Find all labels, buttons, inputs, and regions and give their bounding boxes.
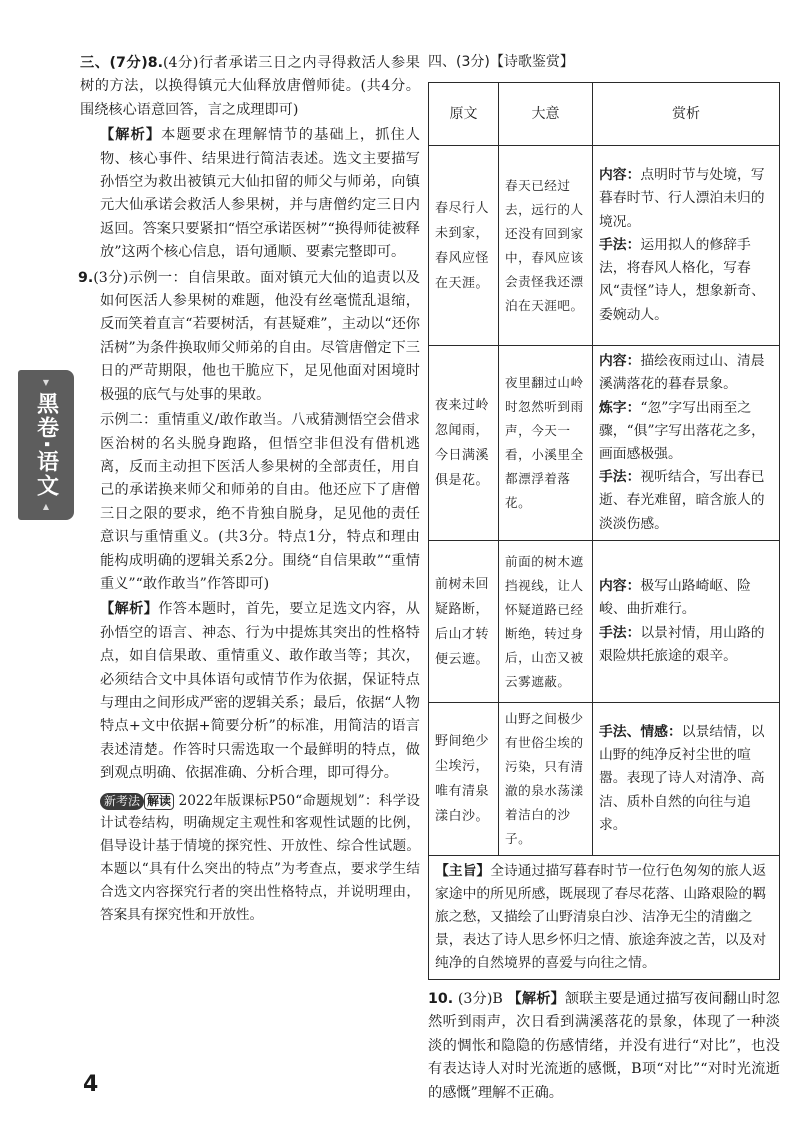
cell-original: 春尽行人未到家，春风应怪在天涯。 xyxy=(429,146,499,346)
q9-example1-text: (3分)示例一：自信果敢。面对镇元大仙的追责以及如何医活人参果树的难题，他没有丝毫慌乱退缩，反而笑着直言“若要树活，有甚疑难”，主动以“还你活树”为条件换取师父师弟的自由。尽管唐僧定下三日的严苛期限，他也干脆应下，足见他面对困境时极强的底气与处事的果敢。 xyxy=(93,269,420,403)
q10-answer xyxy=(428,988,780,1105)
q9-analysis-text: 作答本题时，首先，要立足选文内容，从孙悟空的语言、神态、行为中提炼其突出的性格特点，如自信果敢、重情重义、敢作敢当等；其次，必须结合文中具体语句或情节作为依据，保证特点与理由之间形成严密的逻辑关系；最后，依据“人物特点+文中依据+简要分析”的标准，用简洁的语言表述清楚。作答时只需选取一个最鲜明的特点，做到观点明确、依据准确、分析合理，即可得分。 xyxy=(100,601,420,782)
cell-meaning: 春天已经过去，远行的人还没有回到家中，春风应该会责怪我还漂泊在天涯吧。 xyxy=(499,146,593,346)
tag-word: 炼字： xyxy=(599,399,641,416)
theme-row xyxy=(429,856,780,980)
kaifa-text: 2022年版课标P50“命题规划”：科学设计试卷结构，明确规定主观性和客观性试题的比例，倡导设计基于情境的探究性、开放性、综合性试题。本题以“具有什么突出的特点”为考查点，要求学生结合选文内容探究行者的突出性格特点，并说明理由，答案具有探究性和开放性。 xyxy=(100,792,420,923)
section-4-title: 四、(3分)【诗歌鉴赏】 xyxy=(428,54,574,70)
q9-analysis xyxy=(80,598,420,785)
appr-text-1: 点明时节与处境，写暮春时节、行人漂泊未归的境况。 xyxy=(599,167,765,230)
q9-num: 9. xyxy=(78,269,94,286)
cell-original: 夜来过岭忽闻雨，今日满溪俱是花。 xyxy=(429,346,499,541)
q10-text: 颔联主要是通过描写夜间翻山时忽然听到雨声，次日看到满溪落花的景象，体现了一种淡淡的惆怅和隐隐的伤感情绪，并没有进行“对比”，也没有表达诗人对时光流逝的感慨，B项“对比”“对时光流逝的感慨”理解不正确。 xyxy=(428,991,780,1101)
tag-technique-emotion: 手法、情感： xyxy=(599,723,682,740)
theme-text: 全诗通过描写暮春时节一位行色匆匆的旅人返家途中的所见所感，既展现了春尽花落、山路艰险的羁旅之愁，又描绘了山野清泉白沙、洁净无尘的清幽之景，表达了诗人思乡怀归之情、旅途奔波之苦，以及对纯净的自然境界的喜爱与向往之情。 xyxy=(435,863,767,971)
header-meaning: 大意 xyxy=(499,83,593,146)
poem-table xyxy=(428,82,780,980)
appr-text-1: 以景结情，以山野的纯净反衬尘世的喧嚣。表现了诗人对清净、高洁、质朴自然的向往与追求。 xyxy=(599,723,765,833)
cell-original: 前树未回疑路断，后山才转便云遮。 xyxy=(429,541,499,703)
tag-content: 内容： xyxy=(599,578,641,595)
theme-tag: 【主旨】 xyxy=(435,863,491,879)
appr-text-3: 视听结合，写出春已逝、春光难留，暗含旅人的淡淡伤感。 xyxy=(599,469,765,532)
q9-example1 xyxy=(80,267,420,407)
cell-appreciation xyxy=(593,346,780,541)
header-appreciation: 赏析 xyxy=(593,83,780,146)
q8-analysis xyxy=(80,124,420,264)
side-tab xyxy=(18,370,74,520)
interpret-badge: 解读 xyxy=(144,793,174,810)
q8-analysis-text: 本题要求在理解情节的基础上，抓住人物、核心事件、结果进行简洁表述。选文主要描写孙悟空为救出被镇元大仙扣留的师父与师弟，向镇元大仙承诺会救活人参果树，并与唐僧约定三日内返回。答案只要紧扣“悟空承诺医树”“换得师徒被释放”这两个核心信息，语句通顺、要素完整即可。 xyxy=(100,127,420,261)
cell-meaning: 前面的树木遮挡视线，让人怀疑道路已经断绝，转过身后，山峦又被云雾遮蔽。 xyxy=(499,541,593,703)
q9-example2: 示例二：重情重义/敢作敢当。八戒猜测悟空会借求医治树的名头脱身跑路，但悟空非但没有借机逃离，反而主动担下医活人参果树的全部责任，用自己的承诺换来师父和师弟的自由。他还应下了唐僧三日之限的要求，绝不肯独自脱身，足见他的责任意识与重情重义。(共3分。特点1分，特点和理由能构成明确的逻辑关系2分。围绕“自信果敢”“重情重义”“敢作敢当”作答即可) xyxy=(100,412,420,592)
appr-text-2: 以景衬情，用山路的艰险烘托旅途的艰辛。 xyxy=(599,624,765,664)
page-number: 4 xyxy=(83,1072,99,1097)
q8-head: 三、(7分)8. xyxy=(80,55,163,71)
new-method-badge: 新考法 xyxy=(100,793,144,810)
cell-appreciation xyxy=(593,541,780,703)
q8-analysis-tag: 【解析】 xyxy=(100,127,162,144)
cell-original: 野间绝少尘埃污，唯有清泉漾白沙。 xyxy=(429,703,499,856)
appr-text-2: 运用拟人的修辞手法，将春风人格化，写春风“责怪”诗人，想象新奇、委婉动人。 xyxy=(599,236,765,323)
left-column xyxy=(80,52,420,926)
chevron-up-icon: ▲ xyxy=(42,502,50,512)
q9-analysis-tag: 【解析】 xyxy=(100,601,159,618)
cell-meaning: 山野之间极少有世俗尘埃的污染，只有清澈的泉水荡漾着洁白的沙子。 xyxy=(499,703,593,856)
q10-num: 10. xyxy=(428,991,454,1007)
table-row xyxy=(429,541,780,703)
table-header-row xyxy=(429,83,780,146)
table-row xyxy=(429,346,780,541)
q10-head: (3分)B xyxy=(457,991,503,1007)
side-tab-label: 黑卷·语文 xyxy=(33,391,59,499)
tag-technique: 手法： xyxy=(599,469,641,486)
appr-text-1: 极写山路崎岖、险峻、曲折难行。 xyxy=(599,578,751,618)
kaifa-note xyxy=(80,790,420,927)
tag-technique: 手法： xyxy=(599,624,641,641)
tag-content: 内容： xyxy=(599,167,641,184)
table-row xyxy=(429,146,780,346)
table-row xyxy=(429,703,780,856)
right-column xyxy=(428,52,780,1105)
chevron-down-icon: ▼ xyxy=(42,377,50,387)
q8-text: (4分)行者承诺三日之内寻得救活人参果树的方法，以换得镇元大仙释放唐僧师徒。(共4分。围绕核心语意回答，言之成理即可) xyxy=(80,55,420,118)
cell-theme xyxy=(429,856,780,980)
appr-text-2: “忽”字写出雨至之骤，“俱”字写出落花之多，画面感极强。 xyxy=(599,399,765,462)
cell-meaning: 夜里翻过山岭时忽然听到雨声，今天一看，小溪里全都漂浮着落花。 xyxy=(499,346,593,541)
appr-text-1: 描绘夜雨过山、清晨溪满落花的暮春景象。 xyxy=(599,353,765,393)
cell-appreciation xyxy=(593,703,780,856)
cell-appreciation xyxy=(593,146,780,346)
tag-technique: 手法： xyxy=(599,236,641,253)
header-original: 原文 xyxy=(429,83,499,146)
q8-answer xyxy=(80,52,420,122)
tag-content: 内容： xyxy=(599,353,641,370)
q10-analysis-tag: 【解析】 xyxy=(507,991,565,1007)
